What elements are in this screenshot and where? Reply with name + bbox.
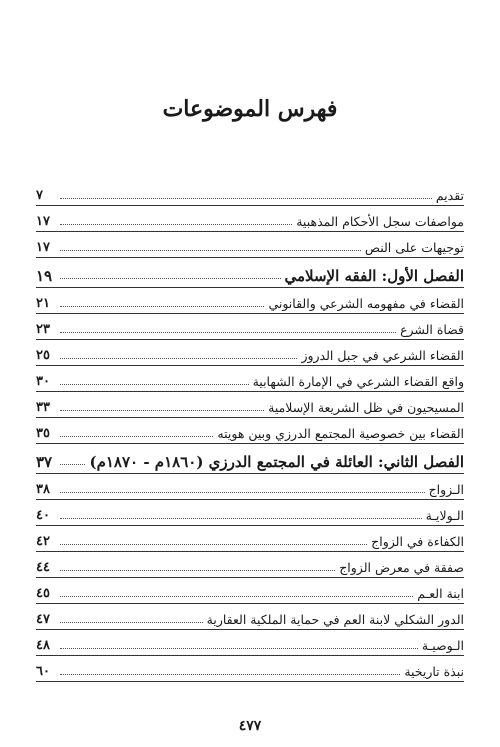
- toc-entry: [36, 604, 464, 630]
- toc-entry-label: الـولايـة: [425, 508, 464, 523]
- toc-entry: [36, 340, 464, 366]
- toc-entry-page: ٣٧: [36, 453, 53, 471]
- toc-entry-page: ٣٣: [36, 400, 50, 415]
- toc-entry-page: ١٩: [36, 267, 53, 285]
- dot-leader: [60, 673, 400, 675]
- toc-entry-page: ٤٠: [36, 508, 50, 523]
- toc-entry-page: ١٧: [36, 214, 50, 229]
- toc-entry-page: ٤٨: [36, 638, 50, 653]
- toc-entry-label: الفصل الأول: الفقه الإسلامي: [284, 267, 464, 285]
- toc-entry-page: ٦٠: [36, 664, 50, 679]
- dot-leader: [60, 569, 335, 571]
- dot-leader: [60, 543, 367, 545]
- toc-entry-page: ٣٨: [36, 482, 50, 497]
- toc-entry-page: ٢١: [36, 296, 50, 311]
- row-divider: [36, 681, 464, 682]
- toc-entry-page: ٢٣: [36, 322, 50, 337]
- toc-entry: [36, 314, 464, 340]
- dot-leader: [60, 383, 249, 385]
- table-of-contents: [36, 180, 464, 682]
- dot-leader: [60, 357, 297, 359]
- dot-leader: [60, 249, 361, 251]
- toc-entry: [36, 418, 464, 444]
- toc-entry-label: الفصل الثاني: العائلة في المجتمع الدرزي (١٨٦٠م - ١٨٧٠م): [89, 453, 464, 471]
- toc-entry: [36, 366, 464, 392]
- toc-entry-page: ٤٥: [36, 586, 50, 601]
- dot-leader: [60, 517, 422, 519]
- toc-entry-page: ٤٧: [36, 612, 50, 627]
- toc-entry: [36, 474, 464, 500]
- toc-entry-label: القضاء في مفهومه الشرعي والقانوني: [268, 296, 464, 311]
- toc-entry-label: المسيحيون في ظل الشريعة الإسلامية: [268, 400, 464, 415]
- dot-leader: [60, 595, 413, 597]
- toc-chapter-entry: [36, 258, 464, 288]
- toc-entry: [36, 288, 464, 314]
- dot-leader: [60, 277, 281, 279]
- toc-entry-label: مواصفات سجل الأحكام المذهبية: [296, 214, 464, 229]
- dot-leader: [60, 621, 203, 623]
- toc-entry-page: ٤٤: [36, 560, 50, 575]
- toc-entry-page: ٤٢: [36, 534, 50, 549]
- toc-entry: [36, 392, 464, 418]
- toc-entry-label: قضاة الشرع: [400, 322, 464, 337]
- toc-entry-label: القضاء الشرعي في جبل الدروز: [301, 348, 464, 363]
- toc-entry-label: توجيهات على النص: [364, 240, 464, 255]
- toc-entry-page: ٣٥: [36, 426, 50, 441]
- dot-leader: [60, 409, 264, 411]
- toc-entry-label: الـوصيـة: [421, 638, 464, 653]
- toc-entry-page: ٧: [36, 188, 43, 203]
- toc-entry-page: ٣٠: [36, 374, 50, 389]
- toc-entry-label: نبذة تاريخية: [404, 664, 464, 679]
- toc-entry: [36, 552, 464, 578]
- page-number: ٤٧٧: [238, 718, 262, 734]
- dot-leader: [60, 223, 292, 225]
- dot-leader: [60, 491, 425, 493]
- dot-leader: [60, 647, 418, 649]
- dot-leader: [60, 463, 85, 465]
- toc-chapter-entry: [36, 444, 464, 474]
- toc-entry-label: تقديم: [435, 188, 464, 203]
- toc-entry: [36, 180, 464, 206]
- page-title: فهرس الموضوعات: [162, 96, 338, 122]
- dot-leader: [60, 197, 432, 199]
- dot-leader: [60, 305, 264, 307]
- toc-entry-label: الدور الشكلي لابنة العم في حماية الملكية العقارية: [206, 612, 464, 627]
- toc-entry: [36, 656, 464, 682]
- dot-leader: [60, 435, 213, 437]
- toc-entry-page: ١٧: [36, 240, 50, 255]
- toc-entry-label: الكفاءة في الزواج: [371, 534, 464, 549]
- toc-entry: [36, 232, 464, 258]
- toc-entry: [36, 630, 464, 656]
- toc-entry-label: ابنة العـم: [417, 586, 464, 601]
- toc-entry-label: الـزواج: [428, 482, 464, 497]
- toc-entry-label: واقع القضاء الشرعي في الإمارة الشهابية: [252, 374, 464, 389]
- toc-entry: [36, 526, 464, 552]
- toc-entry: [36, 578, 464, 604]
- toc-entry: [36, 500, 464, 526]
- toc-entry-label: صفقة في معرض الزواج: [339, 560, 464, 575]
- toc-entry-label: القضاء بين خصوصية المجتمع الدرزي وبين هويته: [217, 426, 464, 441]
- toc-entry: [36, 206, 464, 232]
- toc-entry-page: ٢٥: [36, 348, 50, 363]
- dot-leader: [60, 331, 396, 333]
